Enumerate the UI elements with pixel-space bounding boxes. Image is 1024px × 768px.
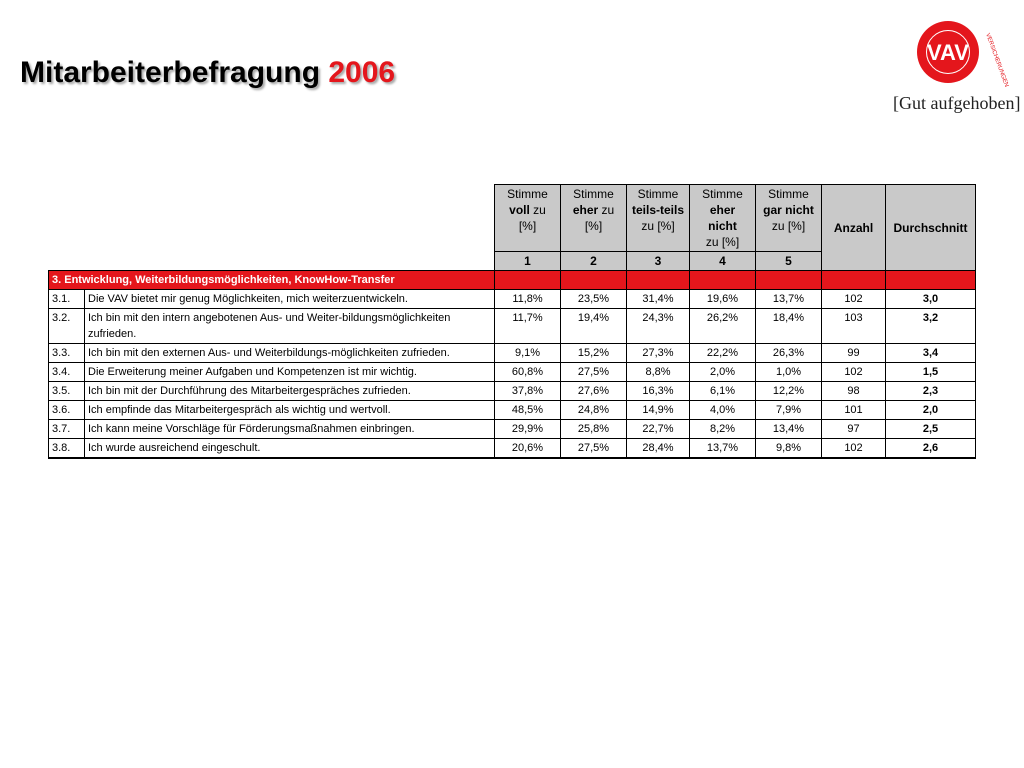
scale-2: 2 (561, 252, 627, 271)
logo-slogan: [Gut aufgehoben] (893, 93, 1021, 113)
scale-1: 1 (495, 252, 561, 271)
scale-3: 3 (627, 252, 690, 271)
title-year: 2006 (328, 56, 396, 89)
table-row: 3.2. Ich bin mit den intern angebotenen Aus- und Weiter-bildungsmöglichkeiten zufrieden. 11,7% 19,4% 24,3% 26,2% 18,4% 103 3,2 (49, 309, 976, 344)
header-col-4: Stimme eher nicht zu [%] (690, 185, 756, 252)
header-col-3: Stimme teils-teils zu [%] (627, 185, 690, 252)
logo-tagline: VERSICHERUNGEN (984, 32, 1010, 88)
page-title (20, 56, 395, 90)
table-row: 3.4. Die Erweiterung meiner Aufgaben und Kompetenzen ist mir wichtig. 60,8% 27,5% 8,8% 2,0% 1,0% 102 1,5 (49, 363, 976, 382)
title-text: Mitarbeiterbefragung (20, 56, 321, 89)
header-col-1: Stimme voll zu [%] (495, 185, 561, 252)
results-table (48, 184, 976, 459)
scale-4: 4 (690, 252, 756, 271)
table-row: 3.7. Ich kann meine Vorschläge für Förderungsmaßnahmen einbringen. 29,9% 25,8% 22,7% 8,2% 13,4% 97 2,5 (49, 420, 976, 439)
section-row (49, 271, 976, 290)
logo-brand: VAV (927, 40, 969, 65)
table-row: 3.8. Ich wurde ausreichend eingeschult. 20,6% 27,5% 28,4% 13,7% 9,8% 102 2,6 (49, 439, 976, 459)
header-col-2: Stimme eher zu [%] (561, 185, 627, 252)
header-col-5: Stimme gar nicht zu [%] (756, 185, 822, 252)
section-title: 3. Entwicklung, Weiterbildungsmöglichkeiten, KnowHow-Transfer (49, 271, 495, 290)
table-row: 3.5. Ich bin mit der Durchführung des Mitarbeitergespräches zufrieden. 37,8% 27,6% 16,3% 6,1% 12,2% 98 2,3 (49, 382, 976, 401)
table-row: 3.1. Die VAV bietet mir genug Möglichkeiten, mich weiterzuentwickeln. 11,8% 23,5% 31,4% 19,6% 13,7% 102 3,0 (49, 290, 976, 309)
header-average: Durchschnitt (886, 185, 976, 271)
header-count: Anzahl (822, 185, 886, 271)
table-row: 3.6. Ich empfinde das Mitarbeitergespräch als wichtig und wertvoll. 48,5% 24,8% 14,9% 4,0% 7,9% 101 2,0 (49, 401, 976, 420)
scale-5: 5 (756, 252, 822, 271)
table-row: 3.3. Ich bin mit den externen Aus- und Weiterbildungs-möglichkeiten zufrieden. 9,1% 15,2% 27,3% 22,2% 26,3% 99 3,4 (49, 344, 976, 363)
header-row (49, 185, 976, 252)
header-blank (49, 185, 495, 271)
